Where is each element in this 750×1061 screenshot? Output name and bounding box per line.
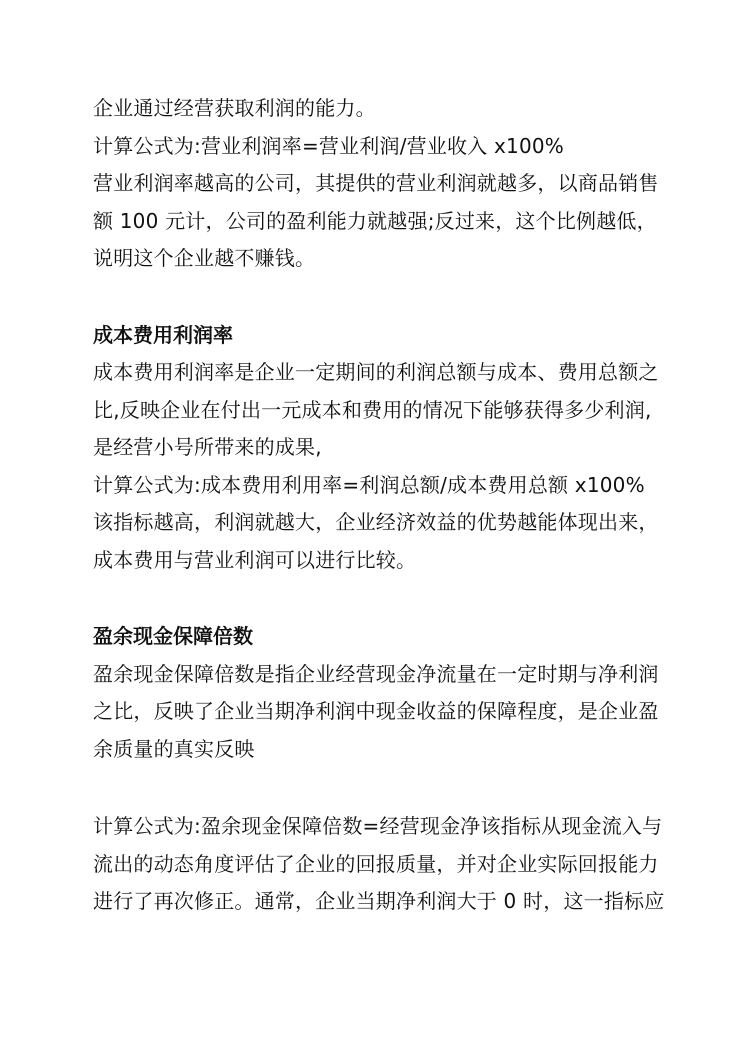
- text-line: 余质量的真实反映: [93, 736, 255, 761]
- text-line: 营业利润率越高的公司，其提供的营业利润就越多，以商品销售: [93, 171, 659, 195]
- text-line: 额 100 元计，公司的盈利能力就越强;反过来，这个比例越低，: [93, 208, 657, 233]
- text-line: 进行了再次修正。通常，企业当期净利润大于 0 时，这一指标应: [93, 889, 665, 913]
- text-line: 流出的动态角度评估了企业的回报质量，并对企业实际回报能力: [93, 851, 659, 876]
- text-line: 是经营小号所带来的成果,: [93, 435, 322, 459]
- text-line: 计算公式为:营业利润率=营业利润/营业收入 x100%: [93, 133, 565, 158]
- text-line: 之比，反映了企业当期净利润中现金收益的保障程度，是企业盈: [93, 699, 659, 723]
- cost-profit-section: [93, 317, 670, 580]
- text-line: 该指标越高，利润就越大，企业经济效益的优势越能体现出来，: [93, 510, 659, 534]
- text-line: 企业通过经营获取利润的能力。: [93, 96, 376, 120]
- text-line: 说明这个企业越不赚钱。: [93, 246, 316, 270]
- text-line: 计算公式为:盈余现金保障倍数=经营现金净该指标从现金流入与: [93, 814, 663, 838]
- paragraph-gap: [93, 768, 670, 808]
- section-gap: [93, 579, 670, 618]
- text-line: 成本费用利润率是企业一定期间的利润总额与成本、费用总额之: [93, 360, 659, 384]
- text-line: 盈余现金保障倍数是指企业经营现金净流量在一定时期与净利润: [93, 661, 659, 686]
- section-gap: [93, 278, 670, 317]
- cash-coverage-section: [93, 618, 670, 921]
- intro-paragraph: [93, 90, 670, 278]
- section-heading: 成本费用利润率: [93, 322, 233, 347]
- section-heading: 盈余现金保障倍数: [93, 624, 253, 648]
- text-line: 成本费用与营业利润可以进行比较。: [93, 547, 417, 572]
- text-line: 比,反映企业在付出一元成本和费用的情况下能够获得多少利润,: [93, 397, 652, 422]
- text-line: 计算公式为:成本费用利用率=利润总额/成本费用总额 x100%: [93, 472, 645, 497]
